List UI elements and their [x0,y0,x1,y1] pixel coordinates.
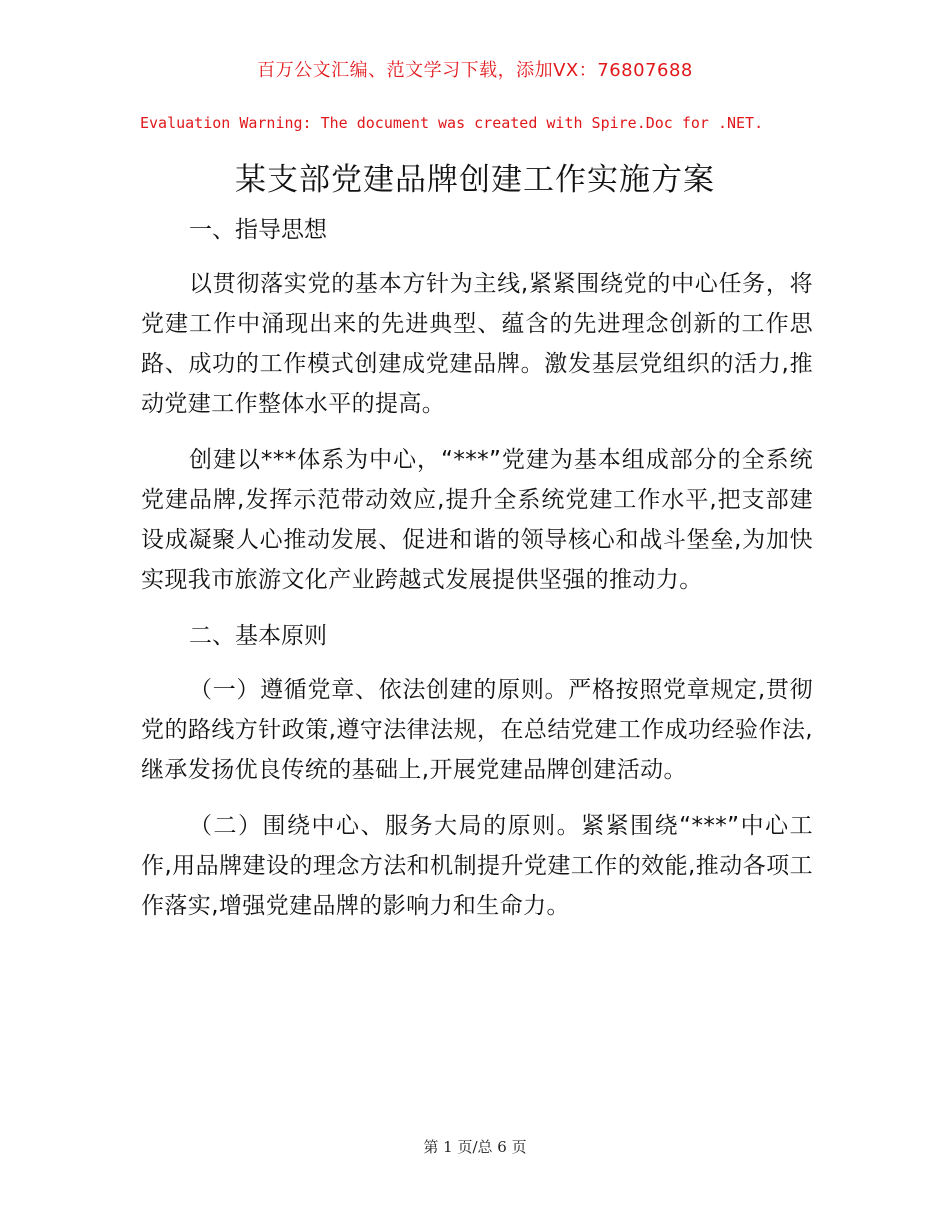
evaluation-warning: Evaluation Warning: The document was created with Spire.Doc for .NET. [140,114,764,132]
paragraph: 创建以***体系为中心，“***”党建为基本组成部分的全系统党建品牌,发挥示范带动效应,提升全系统党建工作水平,把支部建设成凝聚人心推动发展、促进和谐的领导核心和战斗堡垒,为加快实现我市旅游文化产业跨越式发展提供坚强的推动力。 [141,447,813,593]
section-heading-basic-principles: 二、基本原则 [189,623,327,649]
paragraph: （二）围绕中心、服务大局的原则。紧紧围绕“***”中心工作,用品牌建设的理念方法和机制提升党建工作的效能,推动各项工作落实,增强党建品牌的影响力和生命力。 [141,813,813,919]
paragraph: 以贯彻落实党的基本方针为主线,紧紧围绕党的中心任务，将党建工作中涌现出来的先进典型、蕴含的先进理念创新的工作思路、成功的工作模式创建成党建品牌。激发基层党组织的活力,推动党建工作整体水平的提高。 [141,271,813,417]
page-number-footer: 第 1 页/总 6 页 [423,1138,527,1156]
header-ad-text: 百万公文汇编、范文学习下载，添加VX：76807688 [257,60,693,81]
document-body [141,210,813,942]
document-title: 某支部党建品牌创建工作实施方案 [235,162,715,198]
section-heading-guiding-ideology: 一、指导思想 [189,217,327,243]
paragraph: （一）遵循党章、依法创建的原则。严格按照党章规定,贯彻党的路线方针政策,遵守法律法规，在总结党建工作成功经验作法,继承发扬优良传统的基础上,开展党建品牌创建活动。 [141,677,813,783]
